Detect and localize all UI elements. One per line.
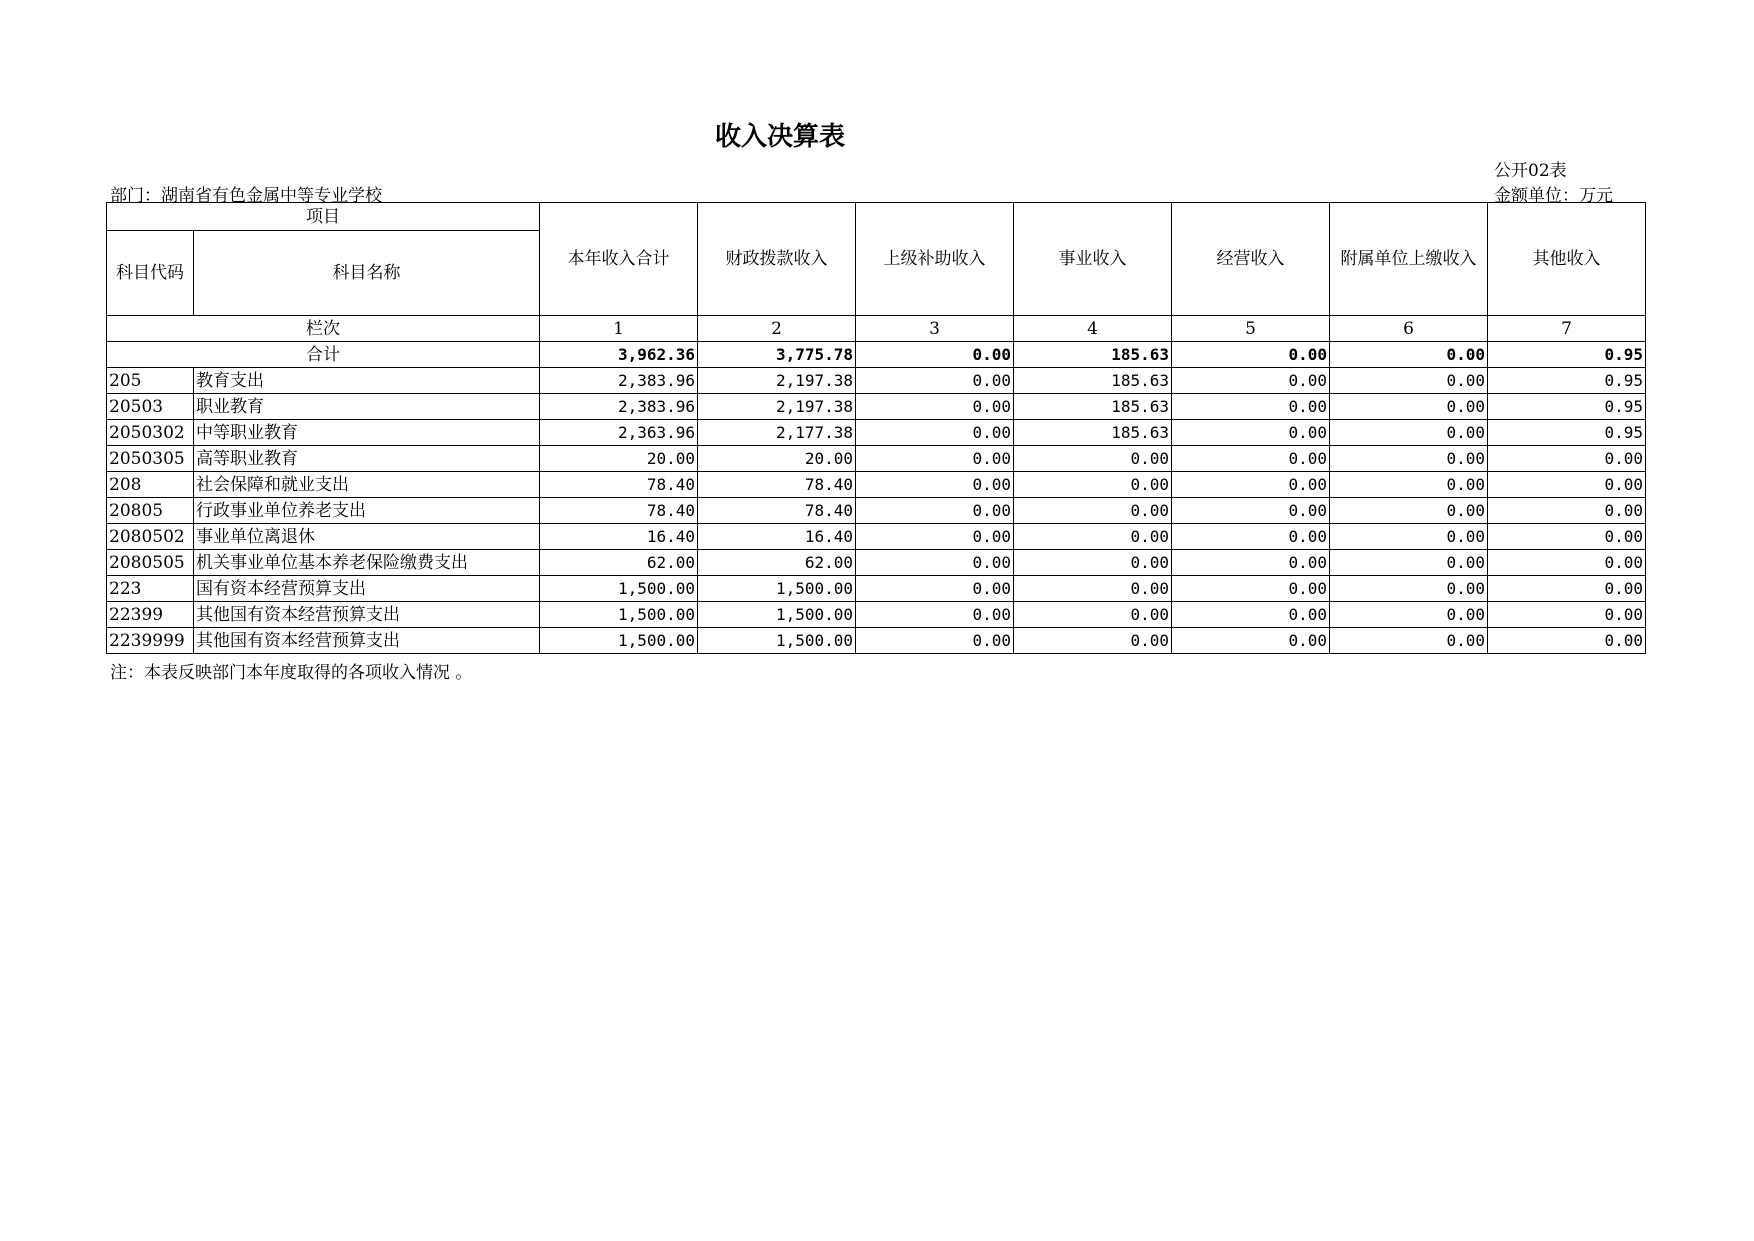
amount-cell: 0.00 [1014, 602, 1172, 628]
amount-cell: 0.00 [1330, 550, 1488, 576]
amount-cell: 0.00 [1330, 498, 1488, 524]
amount-cell: 0.00 [856, 446, 1014, 472]
column-header: 上级补助收入 [856, 203, 1014, 316]
amount-cell: 0.00 [1330, 446, 1488, 472]
subject-name: 其他国有资本经营预算支出 [194, 628, 540, 654]
amount-cell: 0.00 [1488, 524, 1646, 550]
amount-cell: 0.00 [1172, 368, 1330, 394]
amount-cell: 0.95 [1488, 368, 1646, 394]
table-row [107, 602, 1646, 628]
amount-cell: 0.00 [1330, 394, 1488, 420]
amount-cell: 0.00 [1488, 498, 1646, 524]
table-row [107, 498, 1646, 524]
amount-cell: 78.40 [698, 498, 856, 524]
amount-cell: 0.00 [1330, 628, 1488, 654]
subject-code: 2080502 [107, 524, 194, 550]
amount-cell: 0.00 [1488, 602, 1646, 628]
amount-cell: 0.00 [1488, 550, 1646, 576]
amount-cell: 0.00 [1330, 420, 1488, 446]
amount-cell: 78.40 [698, 472, 856, 498]
total-value: 0.00 [1330, 342, 1488, 368]
subject-name: 教育支出 [194, 368, 540, 394]
amount-cell: 0.00 [1172, 446, 1330, 472]
amount-cell: 0.00 [1014, 446, 1172, 472]
column-header: 经营收入 [1172, 203, 1330, 316]
total-value: 0.00 [856, 342, 1014, 368]
table-row [107, 420, 1646, 446]
amount-cell: 16.40 [540, 524, 698, 550]
amount-cell: 0.00 [1172, 602, 1330, 628]
total-value: 185.63 [1014, 342, 1172, 368]
amount-cell: 2,383.96 [540, 368, 698, 394]
amount-cell: 0.00 [1172, 498, 1330, 524]
amount-unit-label: 金额单位：万元 [1494, 186, 1613, 206]
amount-cell: 62.00 [540, 550, 698, 576]
table-note: 注：本表反映部门本年度取得的各项收入情况 。 [110, 663, 473, 683]
total-value: 0.95 [1488, 342, 1646, 368]
amount-cell: 0.00 [1488, 576, 1646, 602]
column-number: 7 [1488, 316, 1646, 342]
total-label: 合计 [107, 342, 540, 368]
total-value: 3,775.78 [698, 342, 856, 368]
column-number-row [107, 316, 1646, 342]
amount-cell: 185.63 [1014, 394, 1172, 420]
table-row [107, 446, 1646, 472]
amount-cell: 0.00 [1014, 628, 1172, 654]
amount-cell: 0.00 [1488, 472, 1646, 498]
subject-name: 高等职业教育 [194, 446, 540, 472]
subject-code: 2080505 [107, 550, 194, 576]
subject-name: 机关事业单位基本养老保险缴费支出 [194, 550, 540, 576]
amount-cell: 2,177.38 [698, 420, 856, 446]
amount-cell: 78.40 [540, 498, 698, 524]
amount-cell: 1,500.00 [540, 576, 698, 602]
name-header: 科目名称 [194, 231, 540, 316]
amount-cell: 0.95 [1488, 420, 1646, 446]
table-row [107, 394, 1646, 420]
amount-cell: 1,500.00 [698, 576, 856, 602]
table-row [107, 368, 1646, 394]
subject-name: 社会保障和就业支出 [194, 472, 540, 498]
amount-cell: 0.00 [1330, 524, 1488, 550]
amount-cell: 78.40 [540, 472, 698, 498]
subject-code: 205 [107, 368, 194, 394]
total-value: 0.00 [1172, 342, 1330, 368]
header-row-1 [107, 203, 1646, 231]
amount-cell: 0.00 [856, 628, 1014, 654]
amount-cell: 0.95 [1488, 394, 1646, 420]
subject-code: 2050302 [107, 420, 194, 446]
code-header: 科目代码 [107, 231, 194, 316]
subject-code: 20503 [107, 394, 194, 420]
total-row [107, 342, 1646, 368]
row-label: 栏次 [107, 316, 540, 342]
subject-name: 职业教育 [194, 394, 540, 420]
amount-cell: 1,500.00 [698, 602, 856, 628]
amount-cell: 0.00 [1172, 576, 1330, 602]
income-table [106, 202, 1646, 654]
column-header: 附属单位上缴收入 [1330, 203, 1488, 316]
column-header: 事业收入 [1014, 203, 1172, 316]
amount-cell: 20.00 [698, 446, 856, 472]
amount-cell: 0.00 [856, 394, 1014, 420]
subject-code: 22399 [107, 602, 194, 628]
subject-code: 208 [107, 472, 194, 498]
amount-cell: 0.00 [856, 368, 1014, 394]
column-number: 3 [856, 316, 1014, 342]
subject-name: 行政事业单位养老支出 [194, 498, 540, 524]
amount-cell: 0.00 [856, 602, 1014, 628]
amount-cell: 185.63 [1014, 420, 1172, 446]
table-row [107, 576, 1646, 602]
amount-cell: 0.00 [1014, 498, 1172, 524]
subject-name: 中等职业教育 [194, 420, 540, 446]
amount-cell: 0.00 [1014, 576, 1172, 602]
subject-name: 事业单位离退休 [194, 524, 540, 550]
subject-name: 国有资本经营预算支出 [194, 576, 540, 602]
amount-cell: 0.00 [1172, 628, 1330, 654]
table-row [107, 472, 1646, 498]
amount-cell: 0.00 [1330, 368, 1488, 394]
page-title: 收入决算表 [714, 122, 845, 152]
amount-cell: 0.00 [1014, 472, 1172, 498]
amount-cell: 2,197.38 [698, 368, 856, 394]
subject-code: 2239999 [107, 628, 194, 654]
form-number: 公开02表 [1494, 161, 1567, 181]
amount-cell: 0.00 [1330, 576, 1488, 602]
amount-cell: 0.00 [1172, 394, 1330, 420]
column-header: 本年收入合计 [540, 203, 698, 316]
amount-cell: 0.00 [1172, 550, 1330, 576]
amount-cell: 20.00 [540, 446, 698, 472]
department-label: 部门：湖南省有色金属中等专业学校 [110, 186, 382, 206]
subject-name: 其他国有资本经营预算支出 [194, 602, 540, 628]
amount-cell: 0.00 [1330, 472, 1488, 498]
amount-cell: 0.00 [1014, 550, 1172, 576]
subject-code: 2050305 [107, 446, 194, 472]
table-row [107, 550, 1646, 576]
amount-cell: 0.00 [1014, 524, 1172, 550]
column-header: 财政拨款收入 [698, 203, 856, 316]
amount-cell: 0.00 [856, 498, 1014, 524]
amount-cell: 0.00 [1330, 602, 1488, 628]
table-row [107, 524, 1646, 550]
column-number: 4 [1014, 316, 1172, 342]
amount-cell: 0.00 [856, 420, 1014, 446]
column-number: 1 [540, 316, 698, 342]
column-number: 2 [698, 316, 856, 342]
amount-cell: 0.00 [1172, 524, 1330, 550]
amount-cell: 185.63 [1014, 368, 1172, 394]
amount-cell: 0.00 [1172, 472, 1330, 498]
table-row [107, 628, 1646, 654]
column-header: 其他收入 [1488, 203, 1646, 316]
amount-cell: 1,500.00 [540, 628, 698, 654]
total-value: 3,962.36 [540, 342, 698, 368]
amount-cell: 0.00 [1488, 628, 1646, 654]
amount-cell: 62.00 [698, 550, 856, 576]
amount-cell: 0.00 [1172, 420, 1330, 446]
amount-cell: 2,197.38 [698, 394, 856, 420]
amount-cell: 0.00 [856, 576, 1014, 602]
subject-code: 20805 [107, 498, 194, 524]
amount-cell: 0.00 [856, 524, 1014, 550]
amount-cell: 2,363.96 [540, 420, 698, 446]
column-number: 5 [1172, 316, 1330, 342]
subject-code: 223 [107, 576, 194, 602]
amount-cell: 0.00 [1488, 446, 1646, 472]
amount-cell: 16.40 [698, 524, 856, 550]
column-number: 6 [1330, 316, 1488, 342]
amount-cell: 1,500.00 [698, 628, 856, 654]
project-header: 项目 [107, 203, 540, 231]
amount-cell: 2,383.96 [540, 394, 698, 420]
amount-cell: 1,500.00 [540, 602, 698, 628]
amount-cell: 0.00 [856, 550, 1014, 576]
amount-cell: 0.00 [856, 472, 1014, 498]
